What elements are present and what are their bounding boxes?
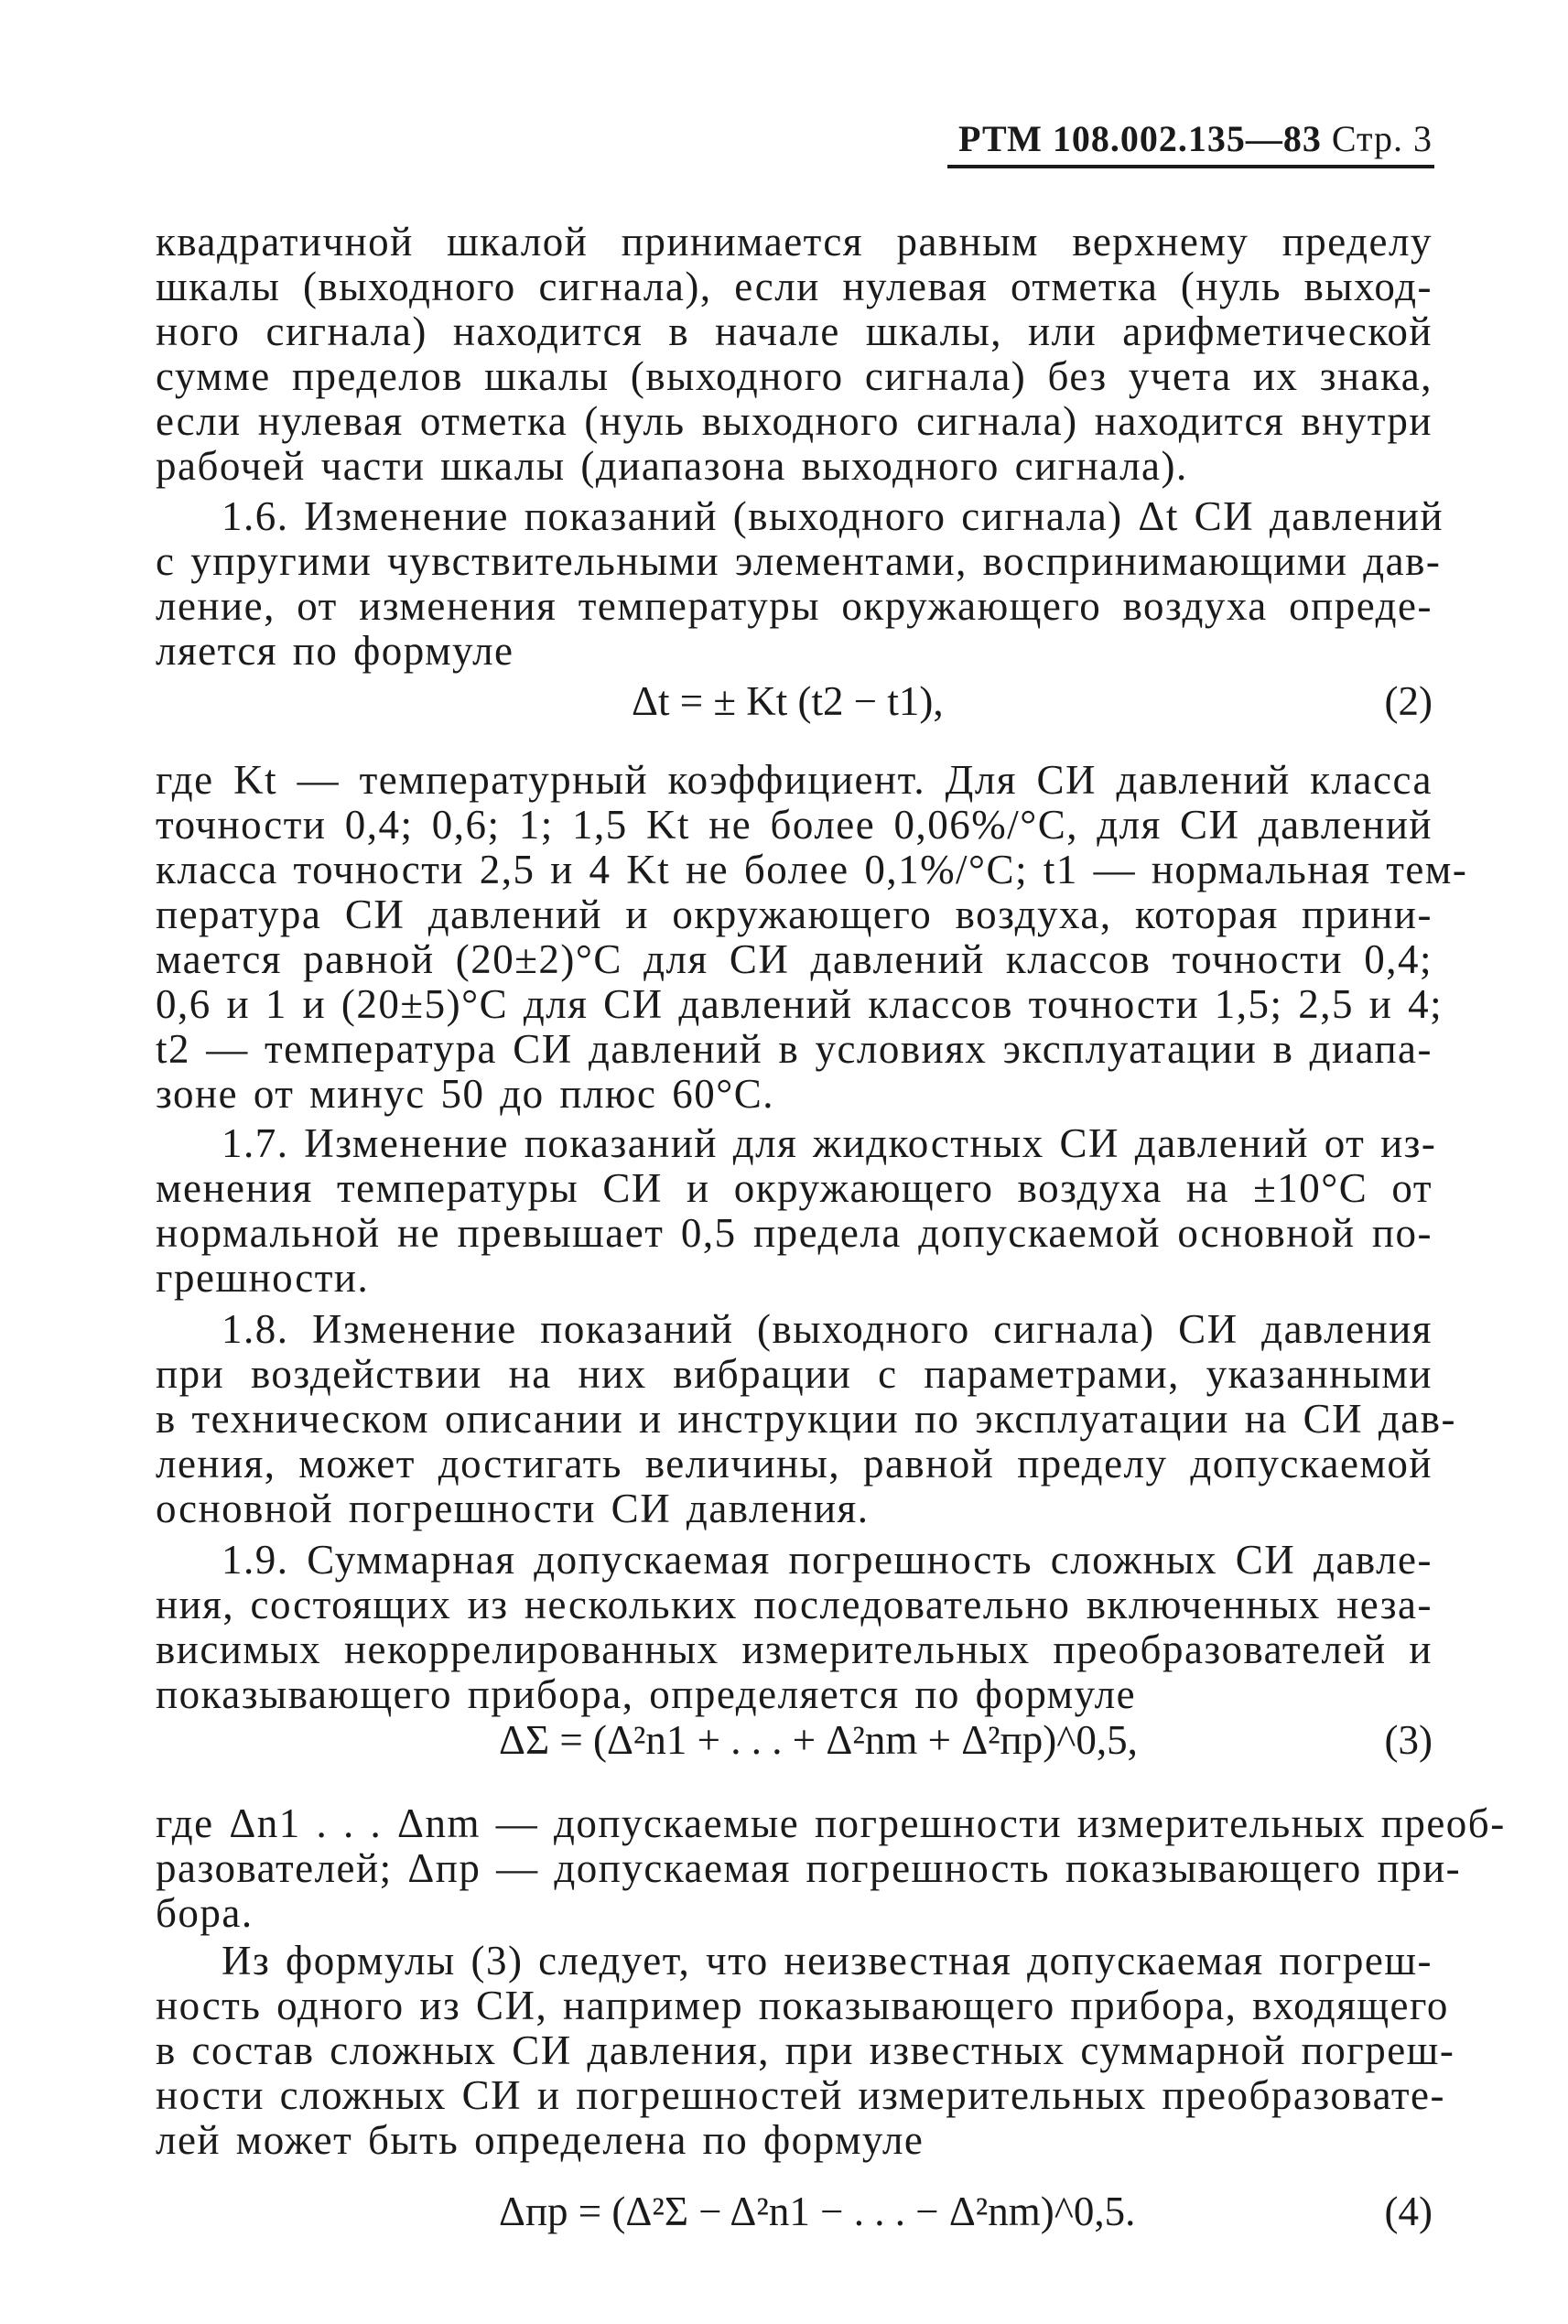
- intro-paragraph: [156, 220, 1433, 489]
- text-line: ности сложных СИ и погрешностей измерительных преобразовате-: [156, 2072, 1446, 2118]
- text-line: 1.9. Суммарная допускаемая погрешность сложных СИ давле-: [222, 1537, 1433, 1583]
- text-line: где Δn1 . . . Δnm — допускаемые погрешности измерительных преоб-: [156, 1800, 1506, 1846]
- text-line: 1.8. Изменение показаний (выходного сигнала) СИ давления: [222, 1306, 1433, 1352]
- text-line: с упругими чувствительными элементами, воспринимающими дав-: [156, 538, 1442, 584]
- text-line: если нулевая отметка (нуль выходного сигнала) находится внутри: [156, 398, 1433, 444]
- text-line: где Kt — температурный коэффициент. Для СИ давлений класса: [156, 757, 1433, 803]
- text-line: в техническом описании и инструкции по эксплуатации на СИ дав-: [156, 1396, 1456, 1442]
- section-1-9: [156, 1538, 1433, 1717]
- text-line: менения температуры СИ и окружающего воздуха на ±10°C от: [156, 1165, 1433, 1211]
- text-line: квадратичной шкалой принимается равным верхнему пределу: [156, 219, 1433, 265]
- text-line: в состав сложных СИ давления, при известных суммарной погреш-: [156, 2027, 1455, 2073]
- section-1-6-where: [156, 757, 1468, 1117]
- text-line: грешности.: [156, 1255, 370, 1301]
- formula-2-expression: Δt = ± Kt (t2 − t1),: [632, 678, 944, 724]
- text-line: шкалы (выходного сигнала), если нулевая отметка (нуль выход-: [156, 264, 1433, 309]
- formula-2-number: (2): [1384, 678, 1433, 724]
- formula-4-expression: Δпр = (Δ²Σ − Δ²n1 − . . . − Δ²nm)^0,5.: [499, 2189, 1136, 2234]
- formula-4-intro: [156, 1938, 1455, 2163]
- text-line: ния, состоящих из нескольких последовательно включенных неза-: [156, 1582, 1433, 1627]
- text-line: ного сигнала) находится в начале шкалы, или арифметической: [156, 308, 1433, 354]
- header-divider: [947, 165, 1434, 168]
- section-1-8: [156, 1306, 1456, 1531]
- document-id: РТМ 108.002.135—83: [958, 118, 1322, 159]
- section-1-9-where: [156, 1800, 1506, 1936]
- text-line: пература СИ давлений и окружающего воздуха, которая прини-: [156, 892, 1433, 937]
- text-line: t2 — температура СИ давлений в условиях эксплуатации в диапа-: [156, 1026, 1433, 1072]
- text-line: класса точности 2,5 и 4 Kt не более 0,1%/°C; t1 — нормальная тем-: [156, 847, 1468, 892]
- section-1-6: [156, 493, 1444, 674]
- text-line: рабочей части шкалы (диапазона выходного сигнала).: [156, 443, 1188, 489]
- text-line: зоне от минус 50 до плюс 60°C.: [156, 1071, 775, 1117]
- text-line: разователей; Δпр — допускаемая погрешность показывающего при-: [156, 1845, 1462, 1891]
- text-line: точности 0,4; 0,6; 1; 1,5 Kt не более 0,06%/°C, для СИ давлений: [156, 802, 1433, 848]
- formula-4-number: (4): [1384, 2189, 1433, 2234]
- formula-3-number: (3): [1384, 1717, 1433, 1763]
- text-line: нормальной не превышает 0,5 предела допускаемой основной по-: [156, 1210, 1433, 1256]
- text-line: при воздействии на них вибрации с параметрами, указанными: [156, 1351, 1433, 1397]
- text-line: бора.: [156, 1890, 254, 1936]
- text-line: 1.7. Изменение показаний для жидкостных СИ давлений от из-: [222, 1120, 1437, 1166]
- text-line: мается равной (20±2)°C для СИ давлений классов точности 0,4;: [156, 936, 1433, 982]
- text-line: ность одного из СИ, например показывающего прибора, входящего: [156, 1983, 1449, 2028]
- text-line: лей может быть определена по формуле: [156, 2117, 925, 2163]
- formula-3-expression: ΔΣ = (Δ²n1 + . . . + Δ²nm + Δ²пр)^0,5,: [499, 1717, 1138, 1763]
- text-line: показывающего прибора, определяется по формуле: [156, 1671, 1137, 1717]
- text-line: ление, от изменения температуры окружающего воздуха опреде-: [156, 583, 1433, 629]
- text-line: основной погрешности СИ давления.: [156, 1486, 870, 1531]
- text-line: 1.6. Изменение показаний (выходного сигнала) Δt СИ давлений: [222, 493, 1444, 539]
- section-1-7: [156, 1120, 1437, 1301]
- text-line: 0,6 и 1 и (20±5)°C для СИ давлений классов точности 1,5; 2,5 и 4;: [156, 981, 1444, 1027]
- text-line: висимых некоррелированных измерительных преобразователей и: [156, 1627, 1433, 1672]
- text-line: сумме пределов шкалы (выходного сигнала) без учета их знака,: [156, 353, 1433, 399]
- text-line: Из формулы (3) следует, что неизвестная допускаемая погреш-: [222, 1938, 1433, 1984]
- page-header: [156, 117, 1433, 160]
- text-line: ления, может достигать величины, равной пределу допускаемой: [156, 1441, 1433, 1486]
- text-line: ляется по формуле: [156, 628, 514, 674]
- page-number: Стр. 3: [1331, 118, 1433, 159]
